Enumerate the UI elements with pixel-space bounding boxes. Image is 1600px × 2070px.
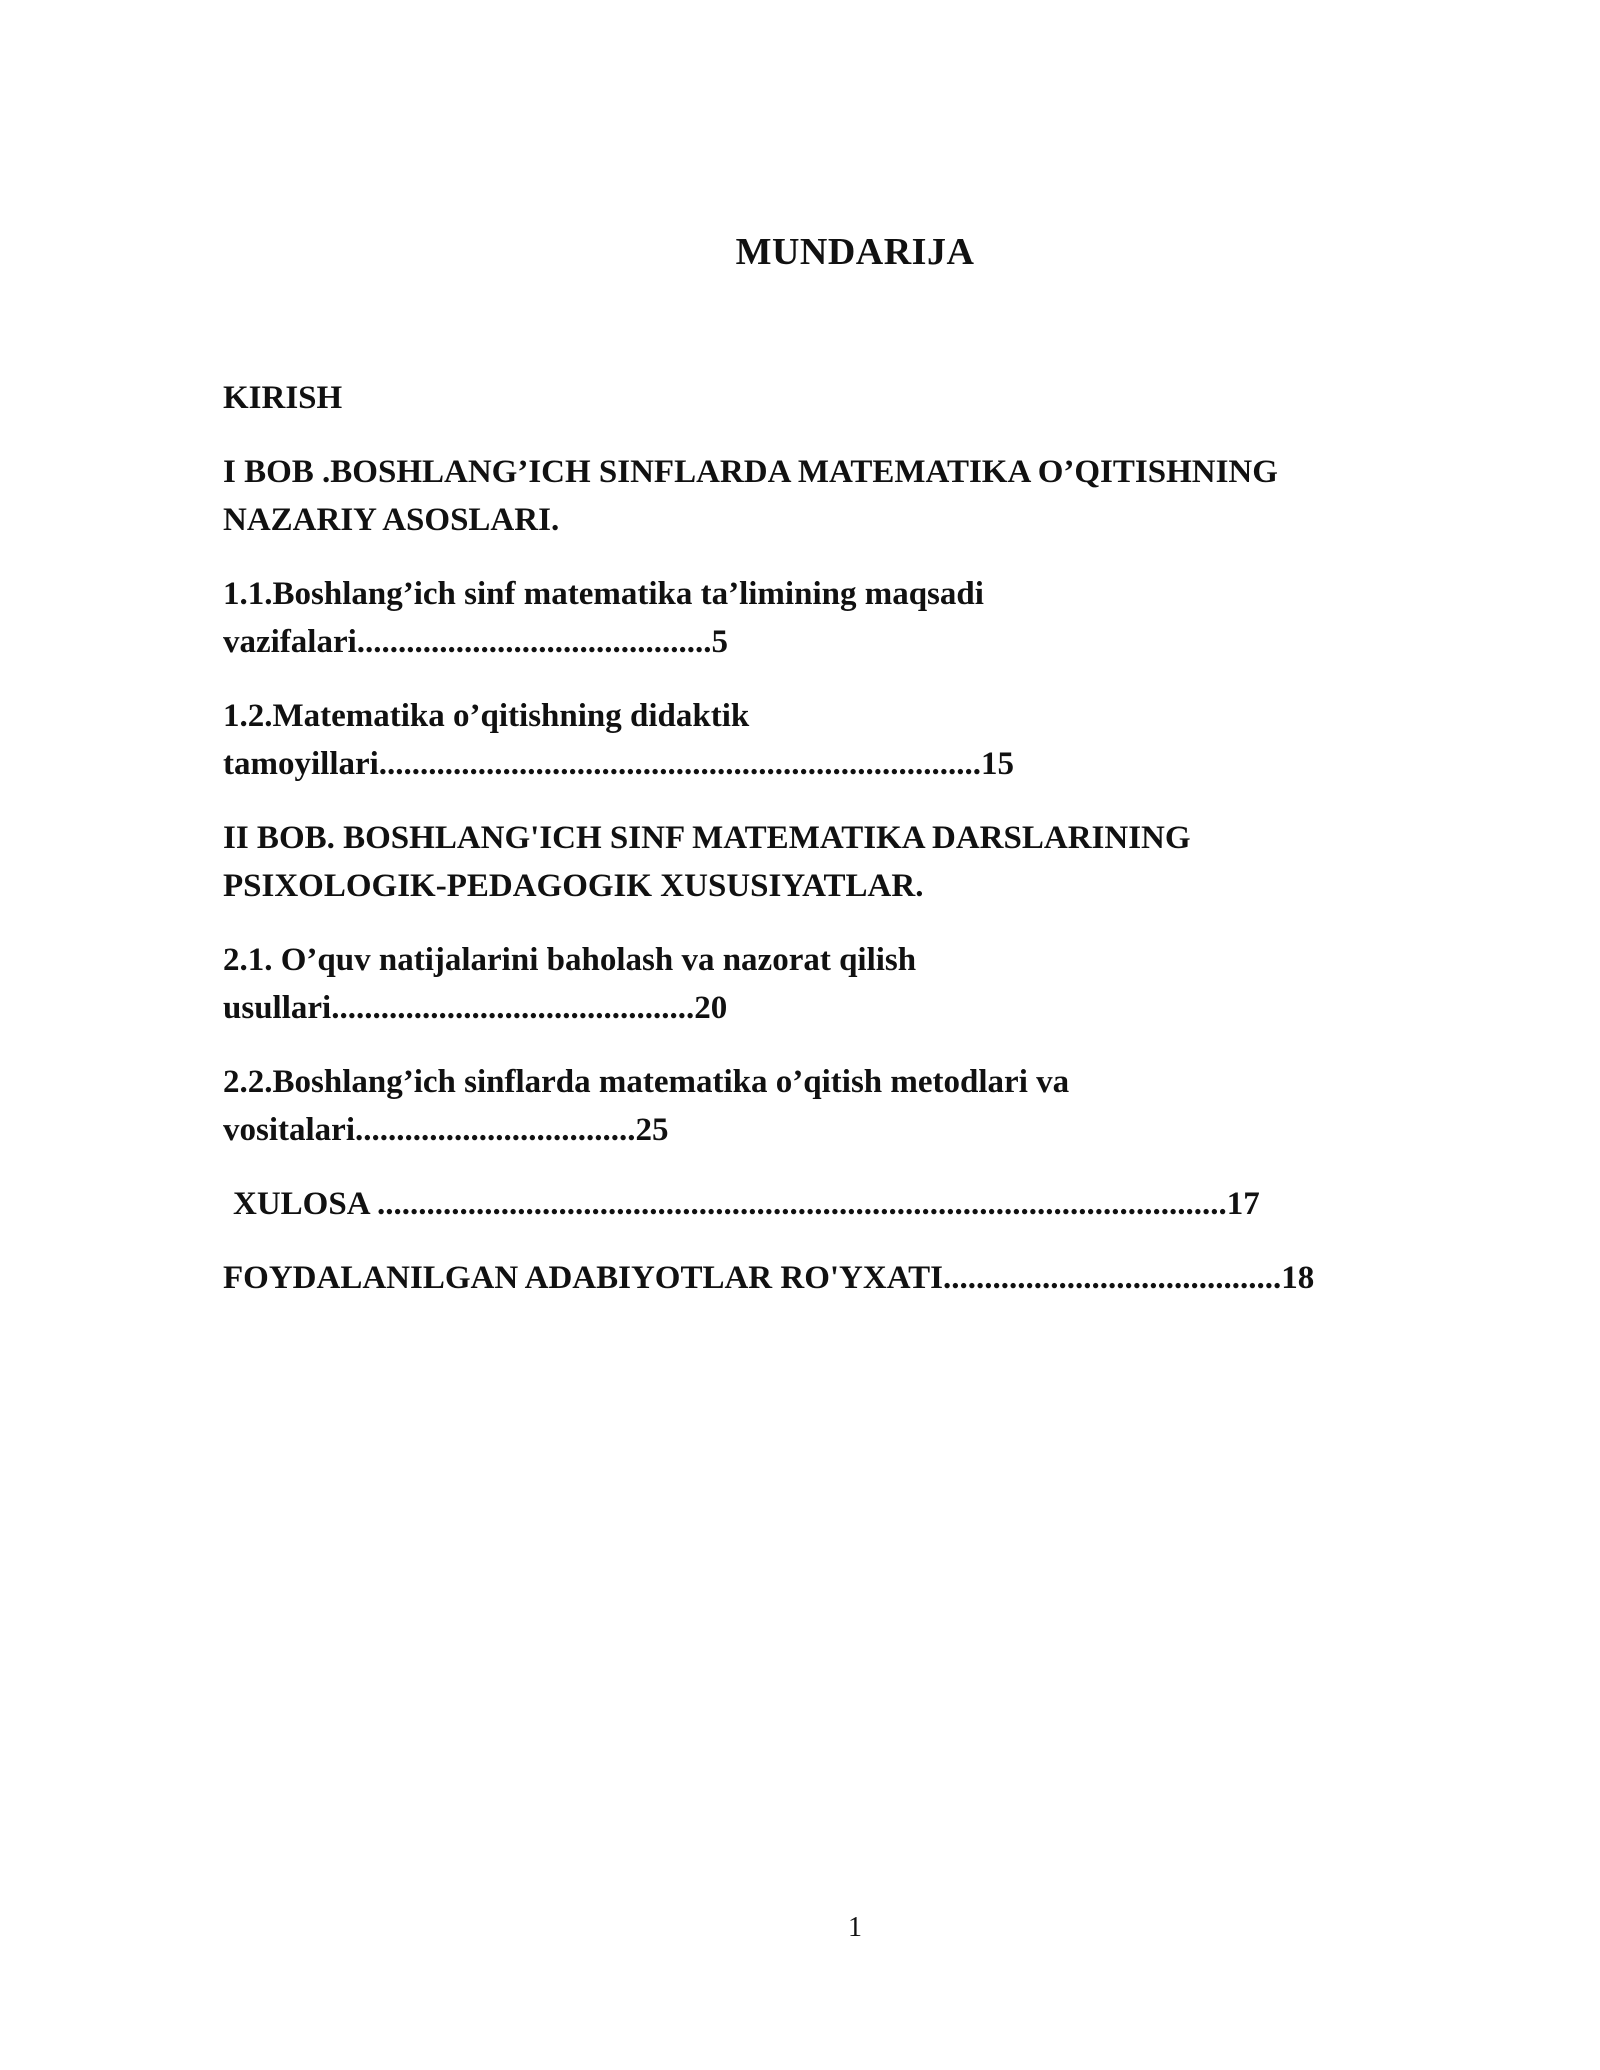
toc-entry-line: FOYDALANILGAN ADABIYOTLAR RO'YXATI.........................................18 [223, 1260, 1315, 1296]
toc-entry-line: vositalari..................................25 [223, 1112, 669, 1148]
toc-entry-section-1-2 [223, 692, 1453, 788]
toc-entry-line: I BOB .BOSHLANG’ICH SINFLARDA MATEMATIKA O’QITISHNING [223, 454, 1278, 490]
toc-entry-chapter-2 [223, 814, 1453, 910]
page-number: 1 [848, 1912, 862, 1943]
toc-entry-xulosa [223, 1180, 1453, 1228]
toc-entry-line: usullari............................................20 [223, 990, 728, 1026]
toc-entry-line: 2.2.Boshlang’ich sinflarda matematika o’qitish metodlari va [223, 1064, 1070, 1100]
toc-entry-line: NAZARIY ASOSLARI. [223, 502, 560, 538]
toc-entry-section-1-1 [223, 570, 1453, 666]
toc-entry-line: II BOB. BOSHLANG'ICH SINF MATEMATIKA DARSLARINING [223, 820, 1191, 856]
page-title: MUNDARIJA [735, 231, 975, 273]
toc-entry-line: 1.2.Matematika o’qitishning didaktik [223, 698, 750, 734]
toc-entry-line: PSIXOLOGIK-PEDAGOGIK XUSUSIYATLAR. [223, 868, 924, 904]
toc-entry-section-2-1 [223, 936, 1453, 1032]
toc-entry-line: KIRISH [223, 380, 343, 416]
table-of-contents [223, 374, 1453, 1328]
toc-entry-chapter-1 [223, 448, 1453, 544]
toc-entry-line: 1.1.Boshlang’ich sinf matematika ta’limining maqsadi [223, 576, 984, 612]
toc-entry-kirish [223, 374, 1453, 422]
toc-entry-references [223, 1254, 1453, 1302]
toc-entry-section-2-2 [223, 1058, 1453, 1154]
toc-entry-line: vazifalari...........................................5 [223, 624, 729, 660]
toc-entry-line: 2.1. O’quv natijalarini baholash va nazorat qilish [223, 942, 917, 978]
toc-entry-line: tamoyillari.........................................................................15 [223, 746, 1015, 782]
toc-entry-line: XULOSA .......................................................................................................17 [233, 1186, 1260, 1222]
